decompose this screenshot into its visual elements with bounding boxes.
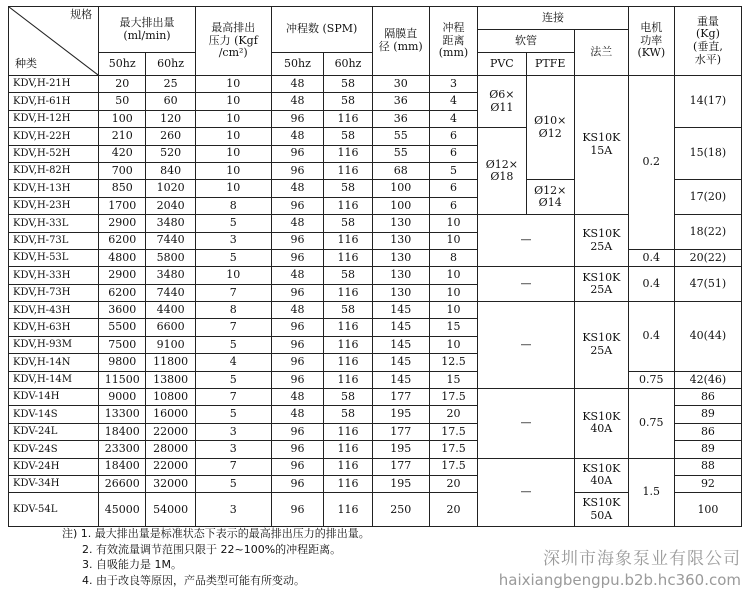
cell-flange: KS10K 25A — [574, 215, 628, 267]
cell-pressure: 7 — [195, 319, 271, 336]
header-connection: 连接 — [478, 7, 629, 30]
cell-flow-60hz: 7440 — [146, 284, 195, 301]
cell-model: KDV,H-53L — [9, 249, 99, 266]
cell-stroke-length: 17.5 — [429, 423, 477, 440]
cell-flow-60hz: 22000 — [146, 458, 195, 475]
cell-spm-50hz: 48 — [271, 76, 324, 93]
cell-stroke-length: 6 — [429, 197, 477, 214]
corner-header-cell — [9, 7, 99, 76]
table-row — [9, 76, 742, 93]
cell-stroke-length: 20 — [429, 493, 477, 527]
cell-stroke-length: 5 — [429, 162, 477, 179]
cell-pressure: 7 — [195, 284, 271, 301]
cell-pressure: 3 — [195, 423, 271, 440]
cell-flow-60hz: 7440 — [146, 232, 195, 249]
cell-weight: 88 — [674, 458, 741, 475]
cell-diaphragm: 130 — [372, 249, 429, 266]
cell-ptfe-hose: Ø12× Ø14 — [526, 180, 574, 215]
cell-weight: 18(22) — [674, 215, 741, 250]
cell-weight: 20(22) — [674, 249, 741, 266]
cell-model: KDV,H-33H — [9, 267, 99, 284]
cell-spm-60hz: 116 — [324, 371, 372, 388]
cell-diaphragm: 130 — [372, 215, 429, 232]
cell-stroke-length: 10 — [429, 215, 477, 232]
cell-stroke-length: 20 — [429, 406, 477, 423]
cell-flow-60hz: 3480 — [146, 267, 195, 284]
header-stroke-rate: 冲程数 (SPM) — [271, 7, 372, 53]
header-stroke-length: 冲程 距离 (mm) — [429, 7, 477, 76]
cell-flow-60hz: 25 — [146, 76, 195, 93]
cell-diaphragm: 100 — [372, 180, 429, 197]
header-motor: 电机 功率 (KW) — [628, 7, 674, 76]
cell-flow-60hz: 11800 — [146, 354, 195, 371]
cell-spm-60hz: 116 — [324, 493, 372, 527]
cell-diaphragm: 145 — [372, 354, 429, 371]
cell-spm-50hz: 48 — [271, 389, 324, 406]
cell-flow-60hz: 6600 — [146, 319, 195, 336]
cell-flow-50hz: 100 — [99, 110, 146, 127]
cell-weight: 92 — [674, 475, 741, 492]
cell-model: KDV,H-82H — [9, 162, 99, 179]
cell-weight: 14(17) — [674, 76, 741, 128]
cell-pressure: 7 — [195, 389, 271, 406]
cell-hose-dash: — — [478, 302, 575, 389]
cell-flow-50hz: 1700 — [99, 197, 146, 214]
cell-weight: 89 — [674, 406, 741, 423]
cell-flow-60hz: 4400 — [146, 302, 195, 319]
cell-diaphragm: 195 — [372, 406, 429, 423]
cell-flow-50hz: 45000 — [99, 493, 146, 527]
cell-flow-50hz: 3600 — [99, 302, 146, 319]
footnote-4: 4. 由于改良等原因，产品类型可能有所变动。 — [82, 573, 305, 587]
cell-model: KDV,H-33L — [9, 215, 99, 232]
cell-flow-50hz: 26600 — [99, 475, 146, 492]
cell-stroke-length: 6 — [429, 145, 477, 162]
cell-flow-50hz: 6200 — [99, 232, 146, 249]
header-hose: 软管 — [478, 30, 575, 53]
cell-diaphragm: 145 — [372, 319, 429, 336]
cell-diaphragm: 130 — [372, 284, 429, 301]
corner-label-spec: 规格 — [70, 8, 93, 21]
cell-diaphragm: 30 — [372, 76, 429, 93]
cell-diaphragm: 130 — [372, 267, 429, 284]
cell-flow-60hz: 520 — [146, 145, 195, 162]
cell-stroke-length: 10 — [429, 336, 477, 353]
cell-model: KDV-24S — [9, 441, 99, 458]
cell-weight: 40(44) — [674, 302, 741, 372]
footnote-1: 注) 1. 最大排出量是标准状态下表示的最高排出压力的排出量。 — [62, 527, 370, 540]
cell-spm-50hz: 48 — [271, 180, 324, 197]
cell-pressure: 5 — [195, 475, 271, 492]
cell-pressure: 10 — [195, 110, 271, 127]
cell-diaphragm: 145 — [372, 371, 429, 388]
header-diaphragm: 隔膜直 径 (mm) — [372, 7, 429, 76]
cell-flow-60hz: 54000 — [146, 493, 195, 527]
cell-flow-50hz: 700 — [99, 162, 146, 179]
cell-flow-50hz: 2900 — [99, 215, 146, 232]
cell-stroke-length: 15 — [429, 319, 477, 336]
cell-spm-50hz: 48 — [271, 93, 324, 110]
cell-pressure: 5 — [195, 406, 271, 423]
cell-stroke-length: 17.5 — [429, 389, 477, 406]
cell-spm-60hz: 58 — [324, 389, 372, 406]
cell-model: KDV,H-21H — [9, 76, 99, 93]
cell-flow-50hz: 18400 — [99, 423, 146, 440]
cell-model: KDV,H-63H — [9, 319, 99, 336]
cell-spm-50hz: 48 — [271, 302, 324, 319]
cell-diaphragm: 177 — [372, 389, 429, 406]
cell-pressure: 8 — [195, 302, 271, 319]
cell-flow-50hz: 5500 — [99, 319, 146, 336]
cell-model: KDV,H-14N — [9, 354, 99, 371]
cell-flow-60hz: 32000 — [146, 475, 195, 492]
cell-stroke-length: 4 — [429, 110, 477, 127]
cell-flange: KS10K 40A — [574, 389, 628, 459]
cell-flange: KS10K 40A — [574, 458, 628, 493]
cell-model: KDV,H-73L — [9, 232, 99, 249]
cell-spm-60hz: 58 — [324, 180, 372, 197]
cell-spm-50hz: 96 — [271, 336, 324, 353]
cell-flow-60hz: 13800 — [146, 371, 195, 388]
header-max-flow: 最大排出量 (ml/min) — [99, 7, 196, 53]
header-flange: 法兰 — [574, 30, 628, 76]
cell-ptfe-hose: Ø10× Ø12 — [526, 76, 574, 180]
cell-spm-50hz: 96 — [271, 284, 324, 301]
cell-model: KDV,H-23H — [9, 197, 99, 214]
table-row — [9, 249, 742, 266]
cell-spm-50hz: 96 — [271, 232, 324, 249]
cell-weight: 89 — [674, 441, 741, 458]
cell-diaphragm: 177 — [372, 458, 429, 475]
cell-flow-50hz: 4800 — [99, 249, 146, 266]
cell-model: KDV,H-43H — [9, 302, 99, 319]
table-row — [9, 371, 742, 388]
cell-spm-50hz: 48 — [271, 215, 324, 232]
cell-spm-50hz: 96 — [271, 197, 324, 214]
cell-pvc-hose: Ø6× Ø11 — [478, 76, 526, 128]
cell-flow-50hz: 50 — [99, 93, 146, 110]
cell-weight: 86 — [674, 423, 741, 440]
header-ptfe: PTFE — [526, 53, 574, 76]
cell-flow-50hz: 13300 — [99, 406, 146, 423]
cell-spm-50hz: 48 — [271, 406, 324, 423]
cell-diaphragm: 195 — [372, 441, 429, 458]
cell-flow-50hz: 2900 — [99, 267, 146, 284]
cell-model: KDV-34H — [9, 475, 99, 492]
footnote-2: 2. 有效流量调节范围只限于 22~100%的冲程距离。 — [82, 542, 342, 556]
spec-table-body — [9, 76, 742, 527]
cell-pressure: 10 — [195, 76, 271, 93]
cell-spm-60hz: 116 — [324, 284, 372, 301]
cell-motor-power: 0.75 — [628, 371, 674, 388]
cell-flow-60hz: 28000 — [146, 441, 195, 458]
cell-spm-50hz: 48 — [271, 267, 324, 284]
cell-diaphragm: 145 — [372, 336, 429, 353]
cell-pressure: 8 — [195, 197, 271, 214]
table-row — [9, 302, 742, 319]
cell-spm-60hz: 116 — [324, 145, 372, 162]
cell-weight: 17(20) — [674, 180, 741, 215]
cell-diaphragm: 177 — [372, 423, 429, 440]
cell-diaphragm: 36 — [372, 93, 429, 110]
cell-spm-60hz: 58 — [324, 93, 372, 110]
cell-spm-50hz: 96 — [271, 493, 324, 527]
cell-flange: KS10K 25A — [574, 302, 628, 389]
cell-spm-50hz: 96 — [271, 319, 324, 336]
cell-diaphragm: 100 — [372, 197, 429, 214]
cell-spm-50hz: 96 — [271, 475, 324, 492]
cell-model: KDV,H-61H — [9, 93, 99, 110]
cell-stroke-length: 17.5 — [429, 458, 477, 475]
corner-label-type: 种类 — [15, 57, 37, 71]
cell-spm-60hz: 116 — [324, 354, 372, 371]
cell-flow-60hz: 120 — [146, 110, 195, 127]
watermark-company: 深圳市海象泵业有限公司 — [543, 549, 741, 569]
cell-pressure: 5 — [195, 249, 271, 266]
cell-model: KDV-24L — [9, 423, 99, 440]
cell-flow-60hz: 2040 — [146, 197, 195, 214]
cell-stroke-length: 17.5 — [429, 441, 477, 458]
cell-pressure: 10 — [195, 162, 271, 179]
cell-spm-60hz: 58 — [324, 302, 372, 319]
cell-flow-60hz: 9100 — [146, 336, 195, 353]
cell-hose-dash: — — [478, 458, 575, 527]
cell-spm-60hz: 58 — [324, 128, 372, 145]
table-row — [9, 267, 742, 284]
cell-diaphragm: 55 — [372, 145, 429, 162]
cell-spm-60hz: 116 — [324, 336, 372, 353]
cell-model: KDV,H-12H — [9, 110, 99, 127]
cell-flow-50hz: 7500 — [99, 336, 146, 353]
cell-spm-60hz: 116 — [324, 475, 372, 492]
cell-spm-60hz: 58 — [324, 76, 372, 93]
cell-flange: KS10K 25A — [574, 267, 628, 302]
cell-spm-60hz: 116 — [324, 458, 372, 475]
cell-spm-60hz: 116 — [324, 423, 372, 440]
cell-stroke-length: 10 — [429, 302, 477, 319]
cell-stroke-length: 10 — [429, 232, 477, 249]
cell-spm-50hz: 96 — [271, 249, 324, 266]
cell-diaphragm: 68 — [372, 162, 429, 179]
cell-spm-60hz: 58 — [324, 215, 372, 232]
header-spm-60hz: 60hz — [324, 53, 372, 76]
header-weight: 重量 (Kg) (垂直, 水平) — [674, 7, 741, 76]
cell-flow-50hz: 420 — [99, 145, 146, 162]
cell-flow-50hz: 9000 — [99, 389, 146, 406]
cell-flow-60hz: 60 — [146, 93, 195, 110]
cell-diaphragm: 250 — [372, 493, 429, 527]
cell-flow-60hz: 3480 — [146, 215, 195, 232]
cell-pressure: 3 — [195, 441, 271, 458]
cell-flow-50hz: 6200 — [99, 284, 146, 301]
cell-flow-60hz: 22000 — [146, 423, 195, 440]
cell-flow-60hz: 10800 — [146, 389, 195, 406]
cell-pressure: 10 — [195, 93, 271, 110]
cell-diaphragm: 55 — [372, 128, 429, 145]
cell-model: KDV,H-14M — [9, 371, 99, 388]
table-row — [9, 389, 742, 406]
cell-flow-50hz: 23300 — [99, 441, 146, 458]
cell-stroke-length: 4 — [429, 93, 477, 110]
cell-spm-50hz: 96 — [271, 371, 324, 388]
cell-stroke-length: 12.5 — [429, 354, 477, 371]
cell-motor-power: 0.4 — [628, 302, 674, 372]
cell-stroke-length: 10 — [429, 284, 477, 301]
cell-stroke-length: 15 — [429, 371, 477, 388]
cell-pressure: 10 — [195, 128, 271, 145]
cell-weight: 47(51) — [674, 267, 741, 302]
cell-spm-60hz: 116 — [324, 249, 372, 266]
cell-weight: 15(18) — [674, 128, 741, 180]
cell-flow-50hz: 20 — [99, 76, 146, 93]
cell-spm-50hz: 48 — [271, 128, 324, 145]
cell-spm-50hz: 96 — [271, 354, 324, 371]
cell-stroke-length: 6 — [429, 180, 477, 197]
cell-motor-power: 0.75 — [628, 389, 674, 459]
cell-diaphragm: 130 — [372, 232, 429, 249]
cell-model: KDV,H-13H — [9, 180, 99, 197]
cell-pressure: 10 — [195, 145, 271, 162]
cell-spm-60hz: 116 — [324, 162, 372, 179]
cell-spm-50hz: 96 — [271, 162, 324, 179]
cell-flow-60hz: 260 — [146, 128, 195, 145]
cell-flow-50hz: 18400 — [99, 458, 146, 475]
cell-pressure: 3 — [195, 232, 271, 249]
header-max-pressure: 最高排出 压力 (Kgf /cm²) — [195, 7, 271, 76]
cell-pvc-hose: Ø12× Ø18 — [478, 128, 526, 215]
cell-spm-60hz: 58 — [324, 267, 372, 284]
cell-spm-60hz: 116 — [324, 319, 372, 336]
cell-flow-50hz: 9800 — [99, 354, 146, 371]
cell-spm-50hz: 96 — [271, 110, 324, 127]
footnote-3: 3. 自吸能力是 1M。 — [82, 558, 182, 571]
cell-pressure: 7 — [195, 458, 271, 475]
cell-stroke-length: 8 — [429, 249, 477, 266]
cell-model: KDV,H-93M — [9, 336, 99, 353]
header-flow-60hz: 60hz — [146, 53, 195, 76]
cell-hose-dash: — — [478, 389, 575, 459]
cell-motor-power: 0.2 — [628, 76, 674, 250]
cell-flow-60hz: 840 — [146, 162, 195, 179]
cell-spm-60hz: 116 — [324, 441, 372, 458]
cell-flange: KS10K 15A — [574, 76, 628, 215]
cell-model: KDV,H-52H — [9, 145, 99, 162]
cell-pressure: 4 — [195, 354, 271, 371]
cell-spm-50hz: 96 — [271, 423, 324, 440]
cell-diaphragm: 195 — [372, 475, 429, 492]
cell-spm-50hz: 96 — [271, 441, 324, 458]
cell-weight: 100 — [674, 493, 741, 527]
cell-spm-50hz: 96 — [271, 458, 324, 475]
cell-motor-power: 0.4 — [628, 267, 674, 302]
cell-stroke-length: 10 — [429, 267, 477, 284]
cell-motor-power: 0.4 — [628, 249, 674, 266]
cell-model: KDV-14H — [9, 389, 99, 406]
cell-flow-60hz: 16000 — [146, 406, 195, 423]
cell-pressure: 5 — [195, 371, 271, 388]
spec-table — [8, 6, 742, 527]
cell-model: KDV-24H — [9, 458, 99, 475]
cell-model: KDV,H-73H — [9, 284, 99, 301]
cell-flow-50hz: 210 — [99, 128, 146, 145]
cell-flow-60hz: 1020 — [146, 180, 195, 197]
header-pvc: PVC — [478, 53, 526, 76]
cell-motor-power: 1.5 — [628, 458, 674, 527]
cell-diaphragm: 36 — [372, 110, 429, 127]
cell-spm-60hz: 116 — [324, 110, 372, 127]
cell-pressure: 5 — [195, 215, 271, 232]
cell-pressure: 10 — [195, 180, 271, 197]
cell-hose-dash: — — [478, 267, 575, 302]
cell-flange: KS10K 50A — [574, 493, 628, 527]
cell-hose-dash: — — [478, 215, 575, 267]
header-spm-50hz: 50hz — [271, 53, 324, 76]
cell-pressure: 5 — [195, 336, 271, 353]
cell-pressure: 3 — [195, 493, 271, 527]
header-flow-50hz: 50hz — [99, 53, 146, 76]
cell-model: KDV-14S — [9, 406, 99, 423]
footnotes — [62, 526, 370, 588]
table-row — [9, 458, 742, 475]
cell-spm-60hz: 116 — [324, 197, 372, 214]
cell-flow-60hz: 5800 — [146, 249, 195, 266]
cell-flow-50hz: 11500 — [99, 371, 146, 388]
cell-weight: 86 — [674, 389, 741, 406]
watermark-url: haixiangbengpu.b2b.hc360.com — [498, 571, 741, 589]
cell-pressure: 10 — [195, 267, 271, 284]
cell-stroke-length: 3 — [429, 76, 477, 93]
cell-spm-60hz: 58 — [324, 406, 372, 423]
cell-spm-50hz: 96 — [271, 145, 324, 162]
cell-spm-60hz: 116 — [324, 232, 372, 249]
cell-model: KDV,H-22H — [9, 128, 99, 145]
cell-stroke-length: 20 — [429, 475, 477, 492]
cell-weight: 42(46) — [674, 371, 741, 388]
cell-diaphragm: 145 — [372, 302, 429, 319]
cell-flow-50hz: 850 — [99, 180, 146, 197]
watermark — [499, 544, 741, 589]
cell-model: KDV-54L — [9, 493, 99, 527]
cell-stroke-length: 6 — [429, 128, 477, 145]
